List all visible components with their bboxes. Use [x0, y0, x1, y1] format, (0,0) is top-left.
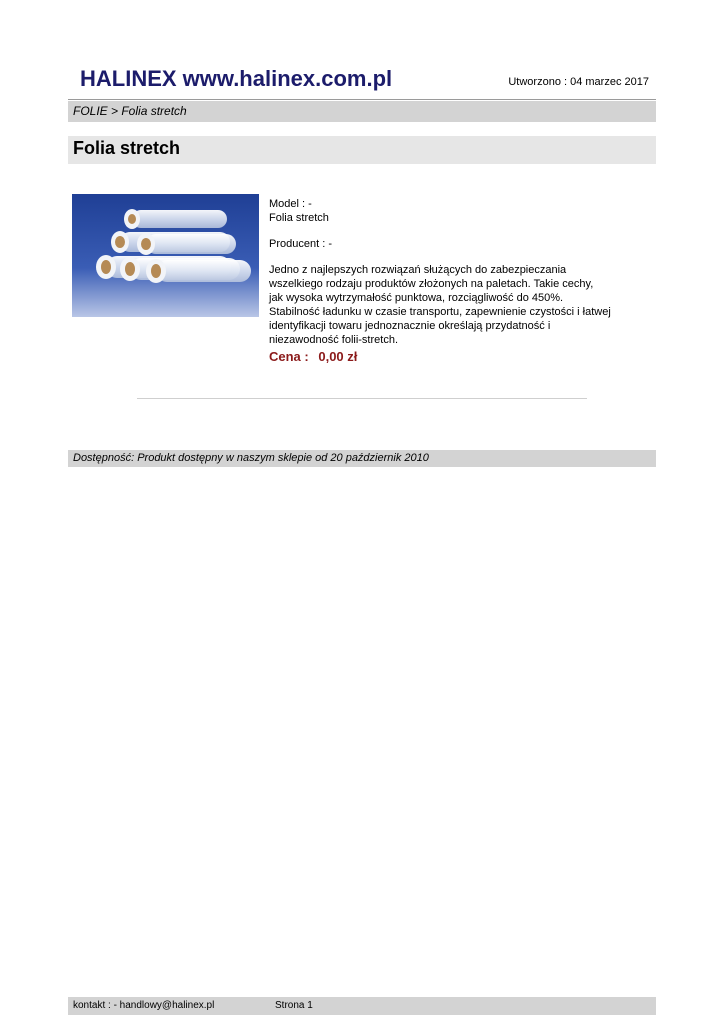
product-description: [269, 263, 629, 347]
product-model: Model : -: [269, 198, 312, 210]
description-line: Stabilność ładunku w czasie transportu, zapewnienie czystości i łatwej: [269, 306, 611, 318]
price-value: 0,00 zł: [318, 349, 358, 364]
product-producer: Producent : -: [269, 238, 332, 250]
description-line: niezawodność folii-stretch.: [269, 334, 399, 346]
site-title: HALINEX www.halinex.com.pl: [80, 66, 393, 91]
content-divider: [137, 398, 587, 399]
header-divider: [68, 99, 656, 100]
product-title: Folia stretch: [73, 138, 181, 158]
product-name: Folia stretch: [269, 212, 329, 224]
price-row: [269, 350, 629, 364]
footer-contact: kontakt : - handlowy@halinex.pl: [73, 1000, 215, 1011]
breadcrumb: FOLIE > Folia stretch: [68, 101, 656, 122]
product-image: [72, 194, 259, 317]
description-line: identyfikacji towaru jednoznacznie określają przydatność i: [269, 320, 551, 332]
description-line: jak wysoka wytrzymałość punktowa, rozciągliwość do 450%.: [269, 292, 564, 304]
footer: [68, 997, 656, 1015]
description-line: Jedno z najlepszych rozwiązań służących do zabezpieczania: [269, 264, 567, 276]
product-details: [269, 197, 629, 364]
description-line: wszelkiego rodzaju produktów złożonych na paletach. Takie cechy,: [269, 278, 594, 290]
created-date: Utworzono : 04 marzec 2017: [508, 76, 649, 88]
page-number: Strona 1: [275, 1000, 313, 1011]
price-label: Cena :: [269, 349, 309, 364]
availability-bar: Dostępność: Produkt dostępny w naszym sklepie od 20 październik 2010: [68, 450, 656, 467]
product-title-bar: [68, 136, 656, 164]
